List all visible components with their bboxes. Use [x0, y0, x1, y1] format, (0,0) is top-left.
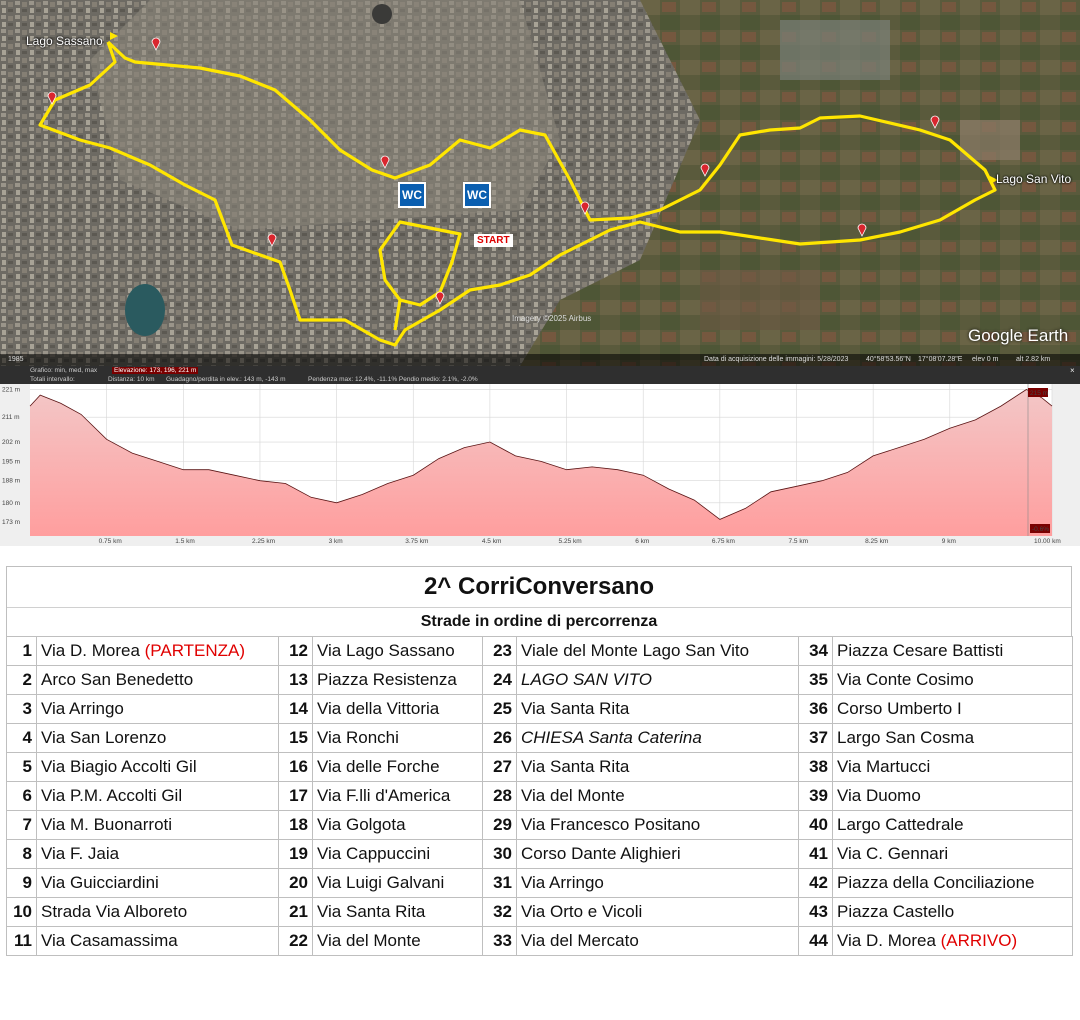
cursor-slope-value: -0.6% — [1032, 526, 1049, 533]
table-row — [7, 753, 1073, 782]
street-name — [313, 898, 483, 927]
street-name-text: Via Conte Cosimo — [837, 670, 974, 689]
street-number: 35 — [799, 666, 833, 695]
x-tick-label: 10.00 km — [1034, 538, 1061, 545]
streets-table — [6, 636, 1073, 956]
street-name-text: Via Luigi Galvani — [317, 873, 445, 892]
street-name — [517, 898, 799, 927]
x-tick-label: 6.75 km — [711, 538, 735, 545]
street-name-text: Arco San Benedetto — [41, 670, 194, 689]
street-number: 29 — [483, 811, 517, 840]
street-number: 33 — [483, 927, 517, 956]
street-name — [833, 637, 1073, 666]
elevation-profile[interactable] — [0, 366, 1080, 546]
x-tick-label: 6 km — [635, 538, 650, 545]
table-row — [7, 811, 1073, 840]
street-name — [37, 782, 279, 811]
lago-san-vito-label: Lago San Vito — [996, 172, 1072, 186]
street-name — [517, 782, 799, 811]
wc-icon: WC — [398, 182, 426, 208]
street-name — [833, 724, 1073, 753]
x-tick-label: 7.5 km — [788, 538, 809, 545]
street-number: 36 — [799, 695, 833, 724]
street-number: 14 — [279, 695, 313, 724]
table-row — [7, 782, 1073, 811]
street-name-text: Piazza Resistenza — [317, 670, 457, 689]
street-number: 24 — [483, 666, 517, 695]
table-subtitle: Strade in ordine di percorrenza — [420, 613, 658, 630]
street-name-text: Via F. Jaia — [41, 844, 120, 863]
street-number: 28 — [483, 782, 517, 811]
street-number: 25 — [483, 695, 517, 724]
street-name — [833, 811, 1073, 840]
street-name-text: Via del Monte — [317, 931, 421, 950]
street-name — [37, 869, 279, 898]
street-number: 40 — [799, 811, 833, 840]
street-name — [517, 724, 799, 753]
table-row — [7, 724, 1073, 753]
map-status-bar — [0, 354, 1080, 366]
street-number: 10 — [7, 898, 37, 927]
street-name-text: Via M. Buonarroti — [41, 815, 173, 834]
y-tick-label: 211 m — [2, 414, 20, 422]
y-tick-label: 195 m — [2, 458, 21, 466]
street-name — [313, 724, 483, 753]
table-row — [7, 666, 1073, 695]
street-name — [517, 927, 799, 956]
street-name-text: Viale del Monte Lago San Vito — [521, 641, 750, 660]
table-row — [7, 695, 1073, 724]
street-number: 15 — [279, 724, 313, 753]
y-tick-label: 221 m — [2, 386, 21, 394]
street-name-text: Via C. Gennari — [837, 844, 949, 863]
street-name-text: Via D. Morea — [837, 931, 941, 950]
y-tick-label: 202 m — [2, 439, 21, 447]
street-number: 39 — [799, 782, 833, 811]
street-name — [833, 898, 1073, 927]
info-totals: Totali intervallo: — [30, 376, 75, 383]
street-name — [37, 840, 279, 869]
table-header — [6, 566, 1072, 636]
x-tick-label: 9 km — [941, 538, 956, 545]
table-title: 2^ CorriConversano — [7, 567, 1071, 608]
street-name — [313, 869, 483, 898]
street-name-text: Via Martucci — [837, 757, 931, 776]
street-name — [37, 637, 279, 666]
table-row — [7, 869, 1073, 898]
street-name — [313, 753, 483, 782]
street-number: 41 — [799, 840, 833, 869]
status-longitude: 17°08'07.28"E — [918, 356, 963, 363]
street-name-text: Largo San Cosma — [837, 728, 975, 747]
street-name-text: Via San Lorenzo — [41, 728, 167, 747]
street-name — [833, 782, 1073, 811]
street-name — [37, 811, 279, 840]
street-name — [517, 695, 799, 724]
y-tick-label: 173 m — [2, 519, 21, 527]
street-name-text: LAGO SAN VITO — [521, 670, 653, 689]
street-number: 22 — [279, 927, 313, 956]
x-tick-label: 0.75 km — [98, 538, 122, 545]
x-tick-label: 3.75 km — [405, 538, 429, 545]
info-slope: Pendenza max: 12.4%, -11.1% Pendio medio: 2.1%, -2.0% — [308, 376, 478, 383]
street-number: 18 — [279, 811, 313, 840]
street-name — [517, 753, 799, 782]
street-name-text: Corso Umberto I — [837, 699, 962, 718]
status-latitude: 40°58'53.56"N — [866, 356, 911, 363]
street-name-text: Strada Via Alboreto — [41, 902, 188, 921]
street-number: 3 — [7, 695, 37, 724]
street-name — [517, 811, 799, 840]
street-name-text: Corso Dante Alighieri — [521, 844, 681, 863]
street-number: 44 — [799, 927, 833, 956]
street-name-text: Via Santa Rita — [521, 699, 630, 718]
street-name-text: Via Guicciardini — [41, 873, 159, 892]
street-name — [833, 695, 1073, 724]
street-number: 30 — [483, 840, 517, 869]
street-name — [37, 753, 279, 782]
street-name — [517, 869, 799, 898]
street-name — [313, 695, 483, 724]
street-number: 19 — [279, 840, 313, 869]
street-name — [313, 637, 483, 666]
street-name-text: Via Francesco Positano — [521, 815, 701, 834]
street-number: 1 — [7, 637, 37, 666]
info-elevation: Elevazione: 173, 196, 221 m — [114, 367, 197, 374]
street-name-text: Via Santa Rita — [317, 902, 426, 921]
street-number: 4 — [7, 724, 37, 753]
info-gain: Guadagno/perdita in elev.: 143 m, -143 m — [166, 376, 286, 383]
street-number: 6 — [7, 782, 37, 811]
satellite-map[interactable] — [0, 0, 1080, 366]
lago-sassano-label: Lago Sassano — [26, 34, 103, 48]
street-name — [517, 666, 799, 695]
street-name-text: CHIESA Santa Caterina — [521, 728, 702, 747]
street-number: 43 — [799, 898, 833, 927]
street-number: 32 — [483, 898, 517, 927]
streets-table-block — [6, 566, 1072, 956]
street-number: 12 — [279, 637, 313, 666]
street-name — [37, 695, 279, 724]
street-name-text: Piazza della Conciliazione — [837, 873, 1035, 892]
x-tick-label: 1.5 km — [175, 538, 195, 545]
street-number: 7 — [7, 811, 37, 840]
street-name — [833, 869, 1073, 898]
street-name-text: Via Santa Rita — [521, 757, 630, 776]
status-elevation: elev 0 m — [972, 356, 999, 363]
street-number: 20 — [279, 869, 313, 898]
x-tick-label: 8.25 km — [865, 538, 889, 545]
street-name — [517, 840, 799, 869]
y-tick-label: 188 m — [2, 477, 21, 485]
street-name — [313, 666, 483, 695]
status-acquisition-date: Data di acquisizione delle immagini: 5/28/2023 — [704, 356, 849, 363]
y-tick-label: 180 m — [2, 499, 21, 507]
street-number: 21 — [279, 898, 313, 927]
street-number: 38 — [799, 753, 833, 782]
profile-chart — [0, 366, 1080, 546]
street-name-text: Piazza Cesare Battisti — [837, 641, 1004, 660]
x-tick-label: 4.5 km — [481, 538, 502, 545]
street-name — [833, 927, 1073, 956]
street-number: 26 — [483, 724, 517, 753]
street-name-text: Via Biagio Accolti Gil — [41, 757, 197, 776]
wc-icon: WC — [463, 182, 491, 208]
street-number: 37 — [799, 724, 833, 753]
street-name-text: Via D. Morea — [41, 641, 145, 660]
street-note: (ARRIVO) — [940, 931, 1018, 950]
status-altitude: alt 2.82 km — [1016, 356, 1051, 363]
street-name-text: Via del Monte — [521, 786, 625, 805]
street-number: 23 — [483, 637, 517, 666]
street-name-text: Via delle Forche — [317, 757, 440, 776]
street-name-text: Via Ronchi — [317, 728, 399, 747]
google-earth-logo: Google Earth — [968, 326, 1069, 345]
street-name-text: Via Cappuccini — [317, 844, 431, 863]
cursor-elev-value: 215 m — [1030, 390, 1049, 397]
street-name — [313, 927, 483, 956]
map-imagery — [0, 0, 1080, 366]
street-number: 42 — [799, 869, 833, 898]
start-label: START — [474, 234, 513, 247]
street-name-text: Piazza Castello — [837, 902, 955, 921]
street-name-text: Largo Cattedrale — [837, 815, 964, 834]
street-name — [37, 666, 279, 695]
street-name — [833, 840, 1073, 869]
x-tick-label: 5.25 km — [558, 538, 582, 545]
street-number: 5 — [7, 753, 37, 782]
street-name — [517, 637, 799, 666]
street-name — [37, 927, 279, 956]
street-number: 13 — [279, 666, 313, 695]
street-name — [37, 898, 279, 927]
street-number: 9 — [7, 869, 37, 898]
street-number: 31 — [483, 869, 517, 898]
street-name-text: Via Arringo — [41, 699, 124, 718]
street-name — [37, 724, 279, 753]
street-name-text: Via Golgota — [317, 815, 406, 834]
street-number: 17 — [279, 782, 313, 811]
street-name — [313, 811, 483, 840]
street-name-text: Via Orto e Vicoli — [521, 902, 643, 921]
street-number: 16 — [279, 753, 313, 782]
table-row — [7, 840, 1073, 869]
x-tick-label: 2.25 km — [251, 538, 276, 545]
street-name-text: Via Casamassima — [41, 931, 178, 950]
info-distance: Distanza: 10 km — [108, 376, 155, 383]
info-graph: Grafico: min, med, max — [30, 367, 98, 374]
street-name-text: Via Lago Sassano — [317, 641, 455, 660]
street-number: 27 — [483, 753, 517, 782]
street-number: 11 — [7, 927, 37, 956]
street-name-text: Via Arringo — [521, 873, 604, 892]
close-icon[interactable]: × — [1070, 366, 1075, 375]
table-row — [7, 898, 1073, 927]
street-number: 8 — [7, 840, 37, 869]
street-name-text: Via del Mercato — [521, 931, 639, 950]
street-name-text: Via F.lli d'America — [317, 786, 451, 805]
imagery-credit: Imagery ©2025 Airbus — [512, 314, 592, 323]
table-row — [7, 927, 1073, 956]
street-name — [833, 753, 1073, 782]
street-number: 2 — [7, 666, 37, 695]
street-name — [313, 840, 483, 869]
street-name — [833, 666, 1073, 695]
street-note: (PARTENZA) — [144, 641, 246, 660]
status-left: 1985 — [8, 356, 24, 363]
table-row — [7, 637, 1073, 666]
street-name-text: Via Duomo — [837, 786, 921, 805]
street-number: 34 — [799, 637, 833, 666]
street-name-text: Via della Vittoria — [317, 699, 440, 718]
x-tick-label: 3 km — [328, 538, 343, 545]
street-name — [313, 782, 483, 811]
street-name-text: Via P.M. Accolti Gil — [41, 786, 183, 805]
